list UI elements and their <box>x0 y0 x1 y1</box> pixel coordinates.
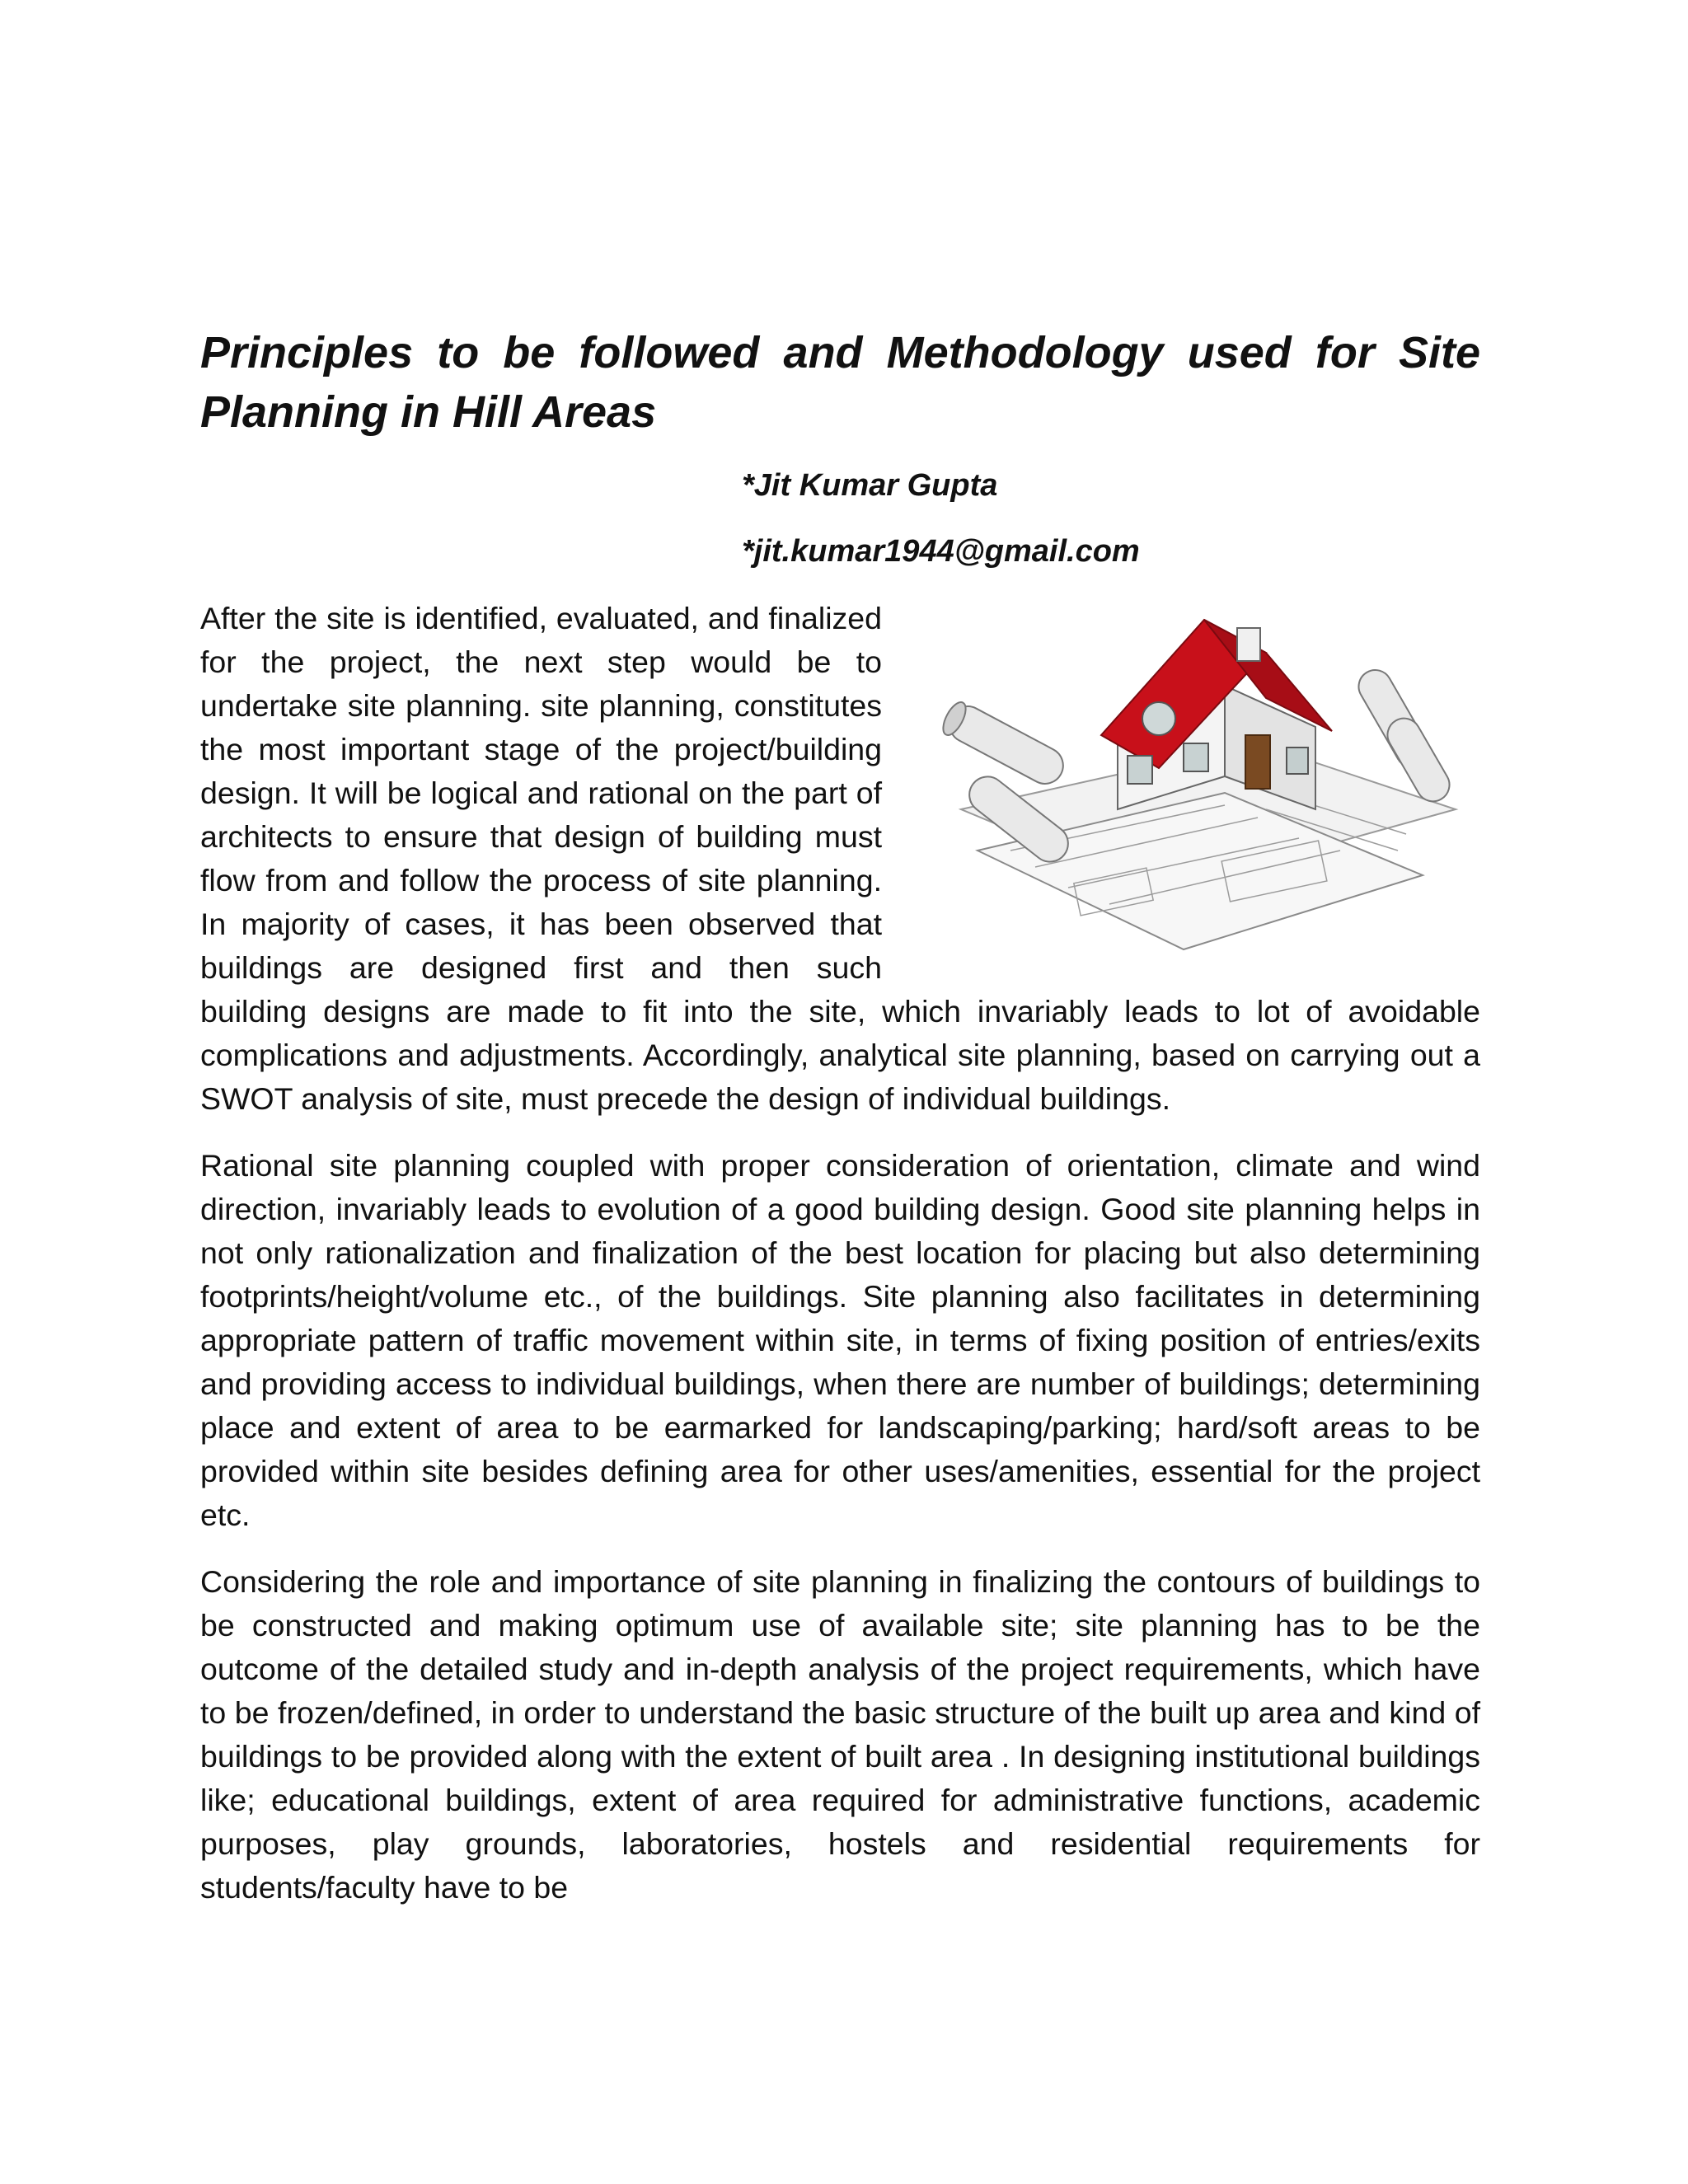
document-body <box>200 597 1480 1933</box>
paragraph-2: Rational site planning coupled with proper consideration of orientation, climate and wind direction, invariably leads to evolution of a good building design. Good site planning helps in not only rationalization and finalization of the best location for placing but also determining footprints/height/volume etc., of the buildings. Site planning also facilitates in determining appropriate pattern of traffic movement within site, in terms of fixing position of entries/exits and providing access to individual buildings, when there are number of buildings; determining place and extent of area to be earmarked for landscaping/parking; hard/soft areas to be provided within site besides defining area for other uses/amenities, essential for the project etc. <box>200 1148 1480 1532</box>
paragraph-3: Considering the role and importance of site planning in finalizing the contours of buildings to be constructed and making optimum use of available site; site planning has to be the outcome of the detailed study and in-depth analysis of the project requirements, which have to be frozen/defined, in order to understand the basic structure of the built up area and kind of buildings to be provided along with the extent of built area . In designing institutional buildings like; educational buildings, extent of area required for administrative functions, academic purposes, play grounds, laboratories, hostels and residential requirements for students/faculty have to be <box>200 1564 1480 1905</box>
document-title: Principles to be followed and Methodology used for Site Planning in Hill Areas <box>200 328 1480 437</box>
paragraph-1-text: After the site is identified, evaluated, and finalized for the project, the next step would be to undertake site planning. site planning, constitutes the most important stage of the project/building design. It will be logical and rational on the part of architects to ensure that design of building must flow from and follow the process of site planning. In majority of cases, it has been observed that buildings are designed first and then such building designs are made to fit into the site, which invariably leads to lot of avoidable complications and adjustments. Accordingly, analytical site planning, based on carrying out a SWOT analysis of site, must precede the design of individual buildings. <box>200 601 1480 1116</box>
paragraph-1 <box>200 597 1480 1121</box>
house-on-blueprints-icon <box>912 603 1480 966</box>
author-name: *Jit Kumar Gupta <box>742 468 998 503</box>
author-email: *jit.kumar1944@gmail.com <box>742 534 1140 569</box>
